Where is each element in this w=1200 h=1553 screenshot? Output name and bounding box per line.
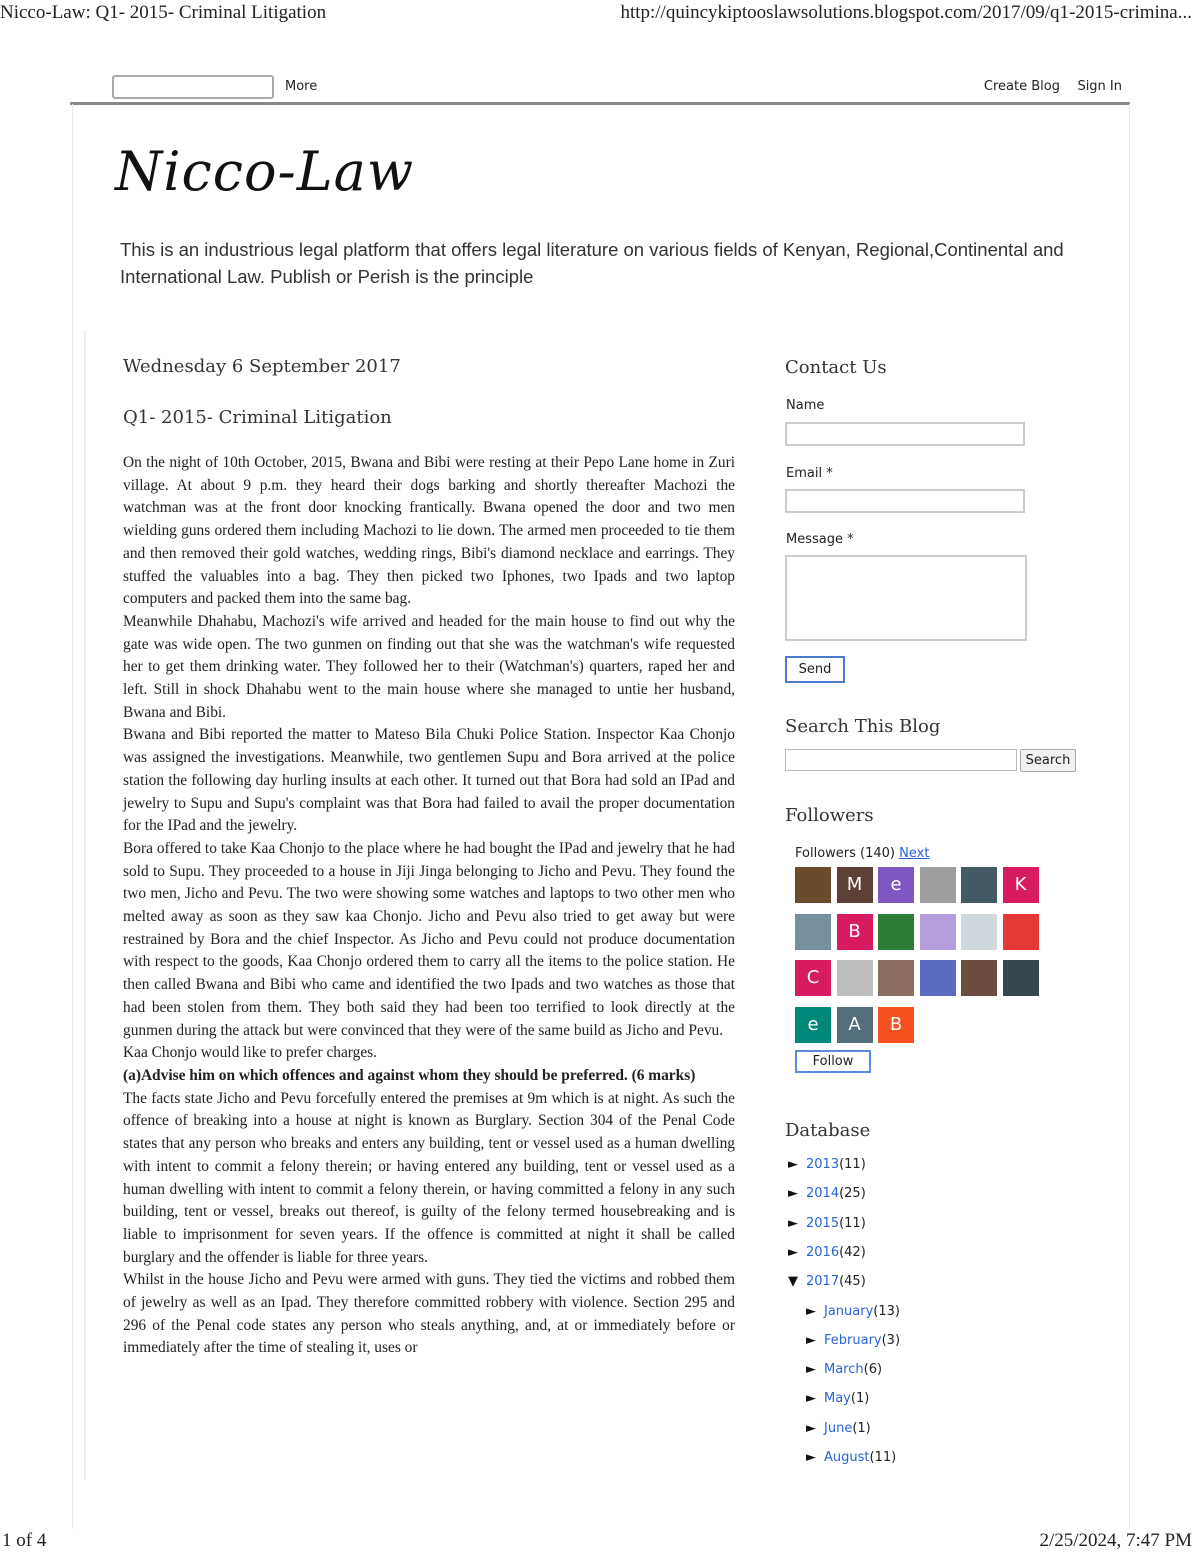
blog-description: This is an industrious legal platform that offers legal literature on various fields of Kenyan, Regional,Continental and International Law. Publish or Perish is the principle: [120, 239, 1064, 287]
archive-year-link[interactable]: 2016: [806, 1244, 840, 1260]
archive-toggle-icon[interactable]: ▼: [788, 1274, 798, 1290]
follower-avatar[interactable]: A: [837, 1007, 873, 1043]
post-paragraph: Kaa Chonjo would like to prefer charges.: [123, 1044, 378, 1062]
follower-avatar[interactable]: [878, 914, 914, 950]
follower-avatar[interactable]: [920, 960, 956, 996]
blogger-navbar: [70, 74, 1130, 105]
followers-title: Followers: [785, 805, 874, 826]
archive-month-link[interactable]: January: [824, 1303, 874, 1319]
post-paragraph: Meanwhile Dhahabu, Machozi's wife arrived and headed for the main house to find out why the gate was wide open. The two gunmen on finding out that she was the watchman's wife requested her to get them drinking water. They followed her to their (Watchman's) quarters, raped her and left. Still in shock Dhahabu went to the main house where she managed to untie her husband, Bwana and Bibi.: [123, 612, 735, 721]
archive-year: [788, 1186, 866, 1201]
follower-avatar[interactable]: [961, 867, 997, 903]
follower-avatar[interactable]: [920, 867, 956, 903]
archive-toggle-icon[interactable]: ►: [806, 1450, 816, 1465]
follower-avatar[interactable]: [961, 914, 997, 950]
archive-year: [788, 1216, 866, 1231]
archive-month-link[interactable]: June: [824, 1420, 853, 1436]
archive-month: [806, 1450, 896, 1465]
followers-count-label: Followers (140): [795, 846, 895, 861]
archive-toggle-icon[interactable]: ►: [806, 1420, 816, 1436]
create-blog-link[interactable]: Create Blog: [983, 79, 1060, 94]
follower-avatar[interactable]: [795, 867, 831, 903]
name-label: Name: [786, 398, 825, 413]
archive-year-link[interactable]: 2017: [806, 1274, 840, 1290]
archive-toggle-icon[interactable]: ►: [806, 1303, 816, 1319]
database-title: Database: [785, 1120, 871, 1141]
email-field[interactable]: [785, 489, 1025, 513]
archive-month: [806, 1333, 900, 1348]
archive-year-count: (45): [839, 1274, 866, 1290]
follower-avatar[interactable]: [961, 960, 997, 996]
follower-avatar[interactable]: C: [795, 960, 831, 996]
archive-year-link[interactable]: 2013: [806, 1157, 840, 1172]
follower-avatar[interactable]: K: [1003, 867, 1039, 903]
archive-toggle-icon[interactable]: ►: [788, 1157, 798, 1172]
archive-month: [806, 1362, 882, 1377]
archive-month: [806, 1421, 871, 1436]
archive-month-link[interactable]: August: [824, 1450, 870, 1465]
archive-year-count: (11): [839, 1157, 866, 1172]
archive-month-count: (3): [881, 1332, 901, 1348]
archive-year: [788, 1157, 866, 1172]
blog-search-input[interactable]: [785, 749, 1017, 771]
archive-month-count: (1): [850, 1391, 870, 1407]
message-label: Message *: [786, 532, 854, 547]
follower-avatar[interactable]: M: [837, 867, 873, 903]
post-question: (a)Advise him on which offences and against whom they should be preferred. (6 marks): [123, 1066, 696, 1084]
archive-month-count: (6): [863, 1362, 883, 1378]
follow-button[interactable]: Follow: [795, 1050, 871, 1073]
archive-month-count: (11): [869, 1450, 897, 1465]
archive-toggle-icon[interactable]: ►: [806, 1332, 816, 1348]
follower-avatar[interactable]: B: [837, 914, 873, 950]
message-field[interactable]: [785, 555, 1027, 641]
follower-avatar[interactable]: e: [878, 867, 914, 903]
archive-year: [788, 1245, 866, 1260]
post-body: [123, 452, 735, 1360]
more-link[interactable]: More: [285, 79, 318, 94]
print-header: [0, 0, 1200, 26]
navbar-search-input[interactable]: [112, 75, 274, 99]
archive-toggle-icon[interactable]: ►: [788, 1244, 798, 1260]
archive-month: [806, 1304, 900, 1319]
archive-toggle-icon[interactable]: ►: [788, 1215, 798, 1231]
follower-avatar[interactable]: e: [795, 1007, 831, 1043]
sign-in-link[interactable]: Sign In: [1077, 79, 1122, 94]
post-paragraph: The facts state Jicho and Pevu forcefully entered the premises at 9m which is at night. As such the offence of breaking into a house at night is known as Burglary. Section 304 of the Penal Code states that any person who breaks and enters any building, tent or vessel used as a human dwelling with intent to commit a felony therein; or having entered any building, tent or vessel used as a human dwelling with intent to commit a felony therein, or having committed a felony in any such building, tent or vessel, breaks out thereof, is guilty of the felony termed housebreaking and is liable to imprisonment for seven years. If the offence is committed at night it shall be called burglary and the offender is liable for three years.: [123, 1089, 735, 1266]
archive-month-link[interactable]: February: [824, 1332, 882, 1348]
post-date: Wednesday 6 September 2017: [123, 356, 401, 377]
post-paragraph: Bwana and Bibi reported the matter to Mateso Bila Chuki Police Station. Inspector Kaa Chonjo was assigned the investigations. Meanwhile, two gentlemen Supu and Bora arrived at the police station the following day hurling insults at each other. It turned out that Bora had sold an IPad and jewelry to Supu and Supu's complaint was that Bora had failed to avail the proper documentation for the IPad and the jewelry.: [123, 726, 735, 835]
archive-year-link[interactable]: 2015: [806, 1215, 840, 1231]
archive-year-count: (11): [839, 1215, 866, 1231]
archive-month-link[interactable]: March: [824, 1362, 864, 1378]
archive-month: [806, 1391, 869, 1406]
archive-month-count: (1): [852, 1420, 871, 1436]
search-button[interactable]: Search: [1020, 749, 1076, 772]
print-datetime: 2/25/2024, 7:47 PM: [1039, 1530, 1192, 1551]
blog-title[interactable]: Nicco-Law: [115, 140, 415, 203]
contact-title: Contact Us: [785, 357, 887, 378]
archive-year-count: (42): [839, 1244, 866, 1260]
archive-toggle-icon[interactable]: ►: [806, 1362, 816, 1378]
archive-year: [788, 1274, 866, 1289]
post-title[interactable]: Q1- 2015- Criminal Litigation: [123, 407, 392, 428]
email-label: Email *: [786, 466, 833, 481]
print-page-url: http://quincykiptooslawsolutions.blogspot.com/2017/09/q1-2015-crimina...: [620, 2, 1192, 23]
follower-avatar[interactable]: [837, 960, 873, 996]
archive-year-count: (25): [839, 1186, 866, 1202]
follower-avatar[interactable]: [1003, 914, 1039, 950]
print-page-number: 1 of 4: [2, 1530, 47, 1551]
content-divider: [84, 330, 86, 1480]
followers-count: [795, 846, 929, 861]
post-paragraph: Whilst in the house Jicho and Pevu were armed with guns. They tied the victims and robbed them of jewelry as well as an Ipad. They therefore committed robbery with violence. Section 295 and 296 of the Penal code states any person who steals anything, and, at or immediately before or immediately after the time of stealing it, uses or: [123, 1271, 735, 1357]
send-button[interactable]: Send: [785, 656, 845, 683]
name-field[interactable]: [785, 422, 1025, 446]
print-page-title: Nicco-Law: Q1- 2015- Criminal Litigation: [0, 2, 327, 23]
post-paragraph: Bora offered to take Kaa Chonjo to the place where he had bought the IPad and jewelry that he had sold to Supu. They proceeded to a house in Jiji Jinga belonging to Jicho and Pevu. They found the two men, Jicho and Pevu. The two were showing some watches and laptops to two other men who melted away as soon as they saw kaa Chonjo. Jicho and Pevu also tried to get away but were restrained by Bora and the chief Inspector. As Jicho and Pevu could not produce documentation with respect to the goods, Kaa Chonjo ordered them to carry all the items to the police station. He then called Bwana and Bibi who came and identified the two Ipads and two watches as those that had been stolen from them. They both said they had been too terrified to look directly at the gunmen during the attack but were convinced that they were of the same build as Jicho and Pevu.: [123, 839, 735, 1039]
archive-month-count: (13): [873, 1303, 900, 1319]
post-paragraph: On the night of 10th October, 2015, Bwana and Bibi were resting at their Pepo Lane home in Zuri village. At about 9 p.m. they heard their dogs barking and shortly thereafter Machozi the watchman was at the front door knocking frantically. Bwana opened the door and two men wielding guns ordered them including Machozi to lie down. The armed men proceeded to tie them and then removed their gold watches, wedding rings, Bibi's diamond necklace and earrings. They stuffed the valuables into a bag. They then picked two Iphones, two Ipads and two laptop computers and packed them into the same bag.: [123, 454, 735, 608]
follower-avatar[interactable]: B: [878, 1007, 914, 1043]
archive-year-link[interactable]: 2014: [806, 1186, 840, 1202]
archive-toggle-icon[interactable]: ►: [788, 1186, 798, 1202]
followers-next-link[interactable]: Next: [899, 846, 930, 861]
search-widget-title: Search This Blog: [785, 716, 941, 737]
archive-toggle-icon[interactable]: ►: [806, 1391, 816, 1407]
follower-avatar[interactable]: [795, 914, 831, 950]
follower-avatar[interactable]: [920, 914, 956, 950]
follower-avatar[interactable]: [878, 960, 914, 996]
archive-month-link[interactable]: May: [824, 1391, 851, 1407]
follower-avatar[interactable]: [1003, 960, 1039, 996]
